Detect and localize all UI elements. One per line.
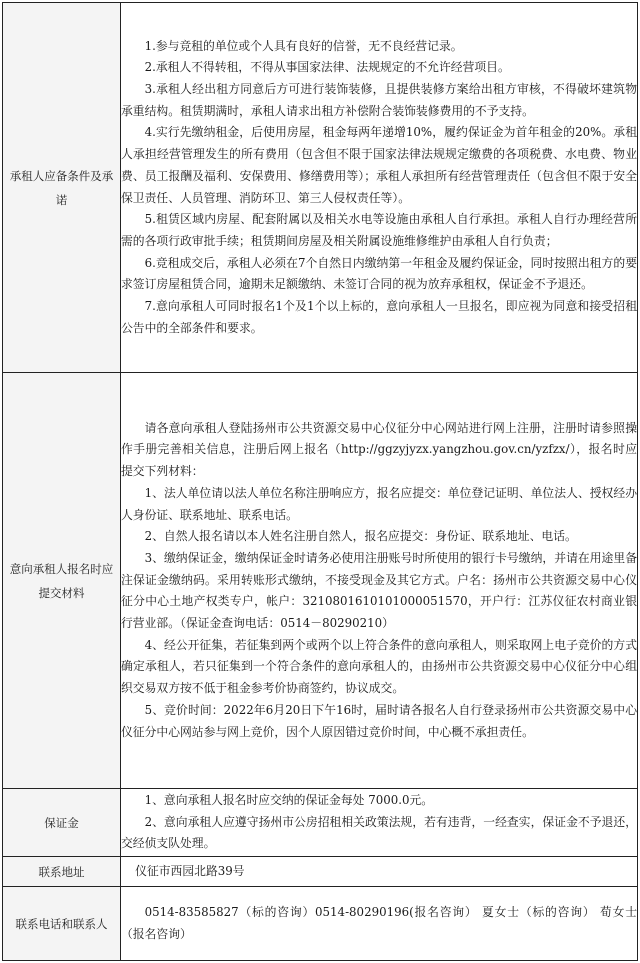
row-label-materials	[3, 373, 121, 789]
deposit-item-2: 2、意向承租人应遵守扬州市公房招租相关政策法规，若有违背，一经查实，保证金不予退还，交经侦支队处理。	[121, 814, 637, 851]
condition-item-6: 6.竞租成交后，承租人必须在7个自然日内缴纳第一年租金及履约保证金，同时按照出租方的要求签订房屋租赁合同，逾期未足额缴纳、未签订合同的视为放弃承租权，保证金不予退还。	[121, 255, 637, 292]
materials-item-1: 1、法人单位请以法人单位名称注册响应方，报名应提交：单位登记证明、单位法人、授权经办人身份证、联系地址、联系电话。	[121, 485, 637, 522]
row-content-address	[121, 857, 638, 887]
condition-item-2: 2.承租人不得转租，不得从事国家法律、法规规定的不允许经营项目。	[144, 60, 510, 75]
condition-item-1: 1.参与竞租的单位或个人具有良好的信誉，无不良经营记录。	[144, 38, 463, 53]
materials-item-4: 4、经公开征集，若征集到两个或两个以上符合条件的意向承租人，则采取网上电子竞价的方式确定承租人，若只征集到一个符合条件的意向承租人的，由扬州市公共资源交易中心仪征分中心组织交易双方按不低于租金参考价协商签约，协议成交。	[121, 637, 637, 696]
condition-item-7: 7.意向承租人可同时报名1个及1个以上标的，意向承租人一旦报名，即应视为同意和接受招租公告中的全部条件和要求。	[121, 299, 637, 335]
deposit-item-1: 1、意向承租人报名时应交纳的保证金每处 7000.0元。	[144, 792, 434, 807]
announcement-table	[2, 2, 638, 961]
row-content-contacts	[121, 887, 638, 961]
condition-item-3: 3.承租人经出租方同意后方可进行装饰装修，且提供装修方案给出租方审核，不得破坏建筑物承重结构。租赁期满时，承租人请求出租方补偿附合装饰装修费用的不予支持。	[121, 81, 637, 118]
materials-item-3: 3、缴纳保证金，缴纳保证金时请务必使用注册账号时所使用的银行卡号缴纳，并请在用途里备注保证金缴纳码。采用转账形式缴纳，不接受现金及其它方式。户名：扬州市公共资源交易中心仪征分中心土地产权类专户，帐户：3210801610101000051570，开户行：江苏仪征农村商业银行营业部。（保证金查询电话：0514－80290210）	[121, 550, 637, 631]
address-value: 仪征市西园北路39号	[135, 863, 245, 878]
condition-item-4: 4.实行先缴纳租金，后使用房屋，租金每两年递增10%，履约保证金为首年租金的20%。承租人承担经营管理发生的所有费用（包含但不限于国家法律法规规定缴费的各项税费、水电费、物业费、员工报酬及福利、安保费用、修缮费用等）；承租人承担所有经营管理责任（包含但不限于安全保卫责任、人员管理、消防环卫、第三人侵权责任等）。	[121, 125, 637, 205]
row-label-conditions	[3, 3, 121, 373]
materials-intro: 请各意向承租人登陆扬州市公共资源交易中心仪征分中心网站进行网上注册，注册时请参照操作手册完善相关信息，注册后网上报名（http://ggzyjyzx.yangzhou.gov.cn/yzfzx/），报名时应提交下列材料：	[121, 420, 637, 479]
table-row-materials	[3, 373, 638, 789]
row-content-deposit	[121, 789, 638, 857]
table-row-contacts	[3, 887, 638, 961]
materials-item-5: 5、竞价时间：2022年6月20日下午16时，届时请各报名人自行登录扬州市公共资源交易中心仪征分中心网站参与网上竞价，因个人原因错过竞价时间，中心概不承担责任。	[121, 702, 637, 739]
table-row-deposit	[3, 789, 638, 857]
condition-item-5: 5.租赁区域内房屋、配套附属以及相关水电等设施由承租人自行承担。承租人自行办理经营所需的各项行政审批手续；租赁期间房屋及相关附属设施维修维护由承租人自行负责；	[121, 212, 637, 248]
row-label-materials-text: 意向承租人报名时应提交材料	[9, 561, 114, 600]
row-label-contacts-text: 联系电话和联系人	[15, 916, 108, 931]
materials-item-2: 2、自然人报名请以本人姓名注册自然人，报名应提交：身份证、联系地址、电话。	[144, 529, 577, 544]
table-row-address	[3, 857, 638, 887]
row-label-deposit-text: 保证金	[44, 815, 79, 830]
contacts-value: 0514-83585827（标的咨询）0514-80290196(报名咨询） 夏女士（标的咨询） 荀女士（报名咨询）	[121, 904, 637, 941]
row-label-address	[3, 857, 121, 887]
table-row-conditions	[3, 3, 638, 373]
row-label-contacts	[3, 887, 121, 961]
row-content-conditions	[121, 3, 638, 373]
row-label-deposit	[3, 789, 121, 857]
row-label-conditions-text: 承租人应备条件及承诺	[9, 168, 114, 207]
row-content-materials	[121, 373, 638, 789]
row-label-address-text: 联系地址	[38, 864, 85, 879]
